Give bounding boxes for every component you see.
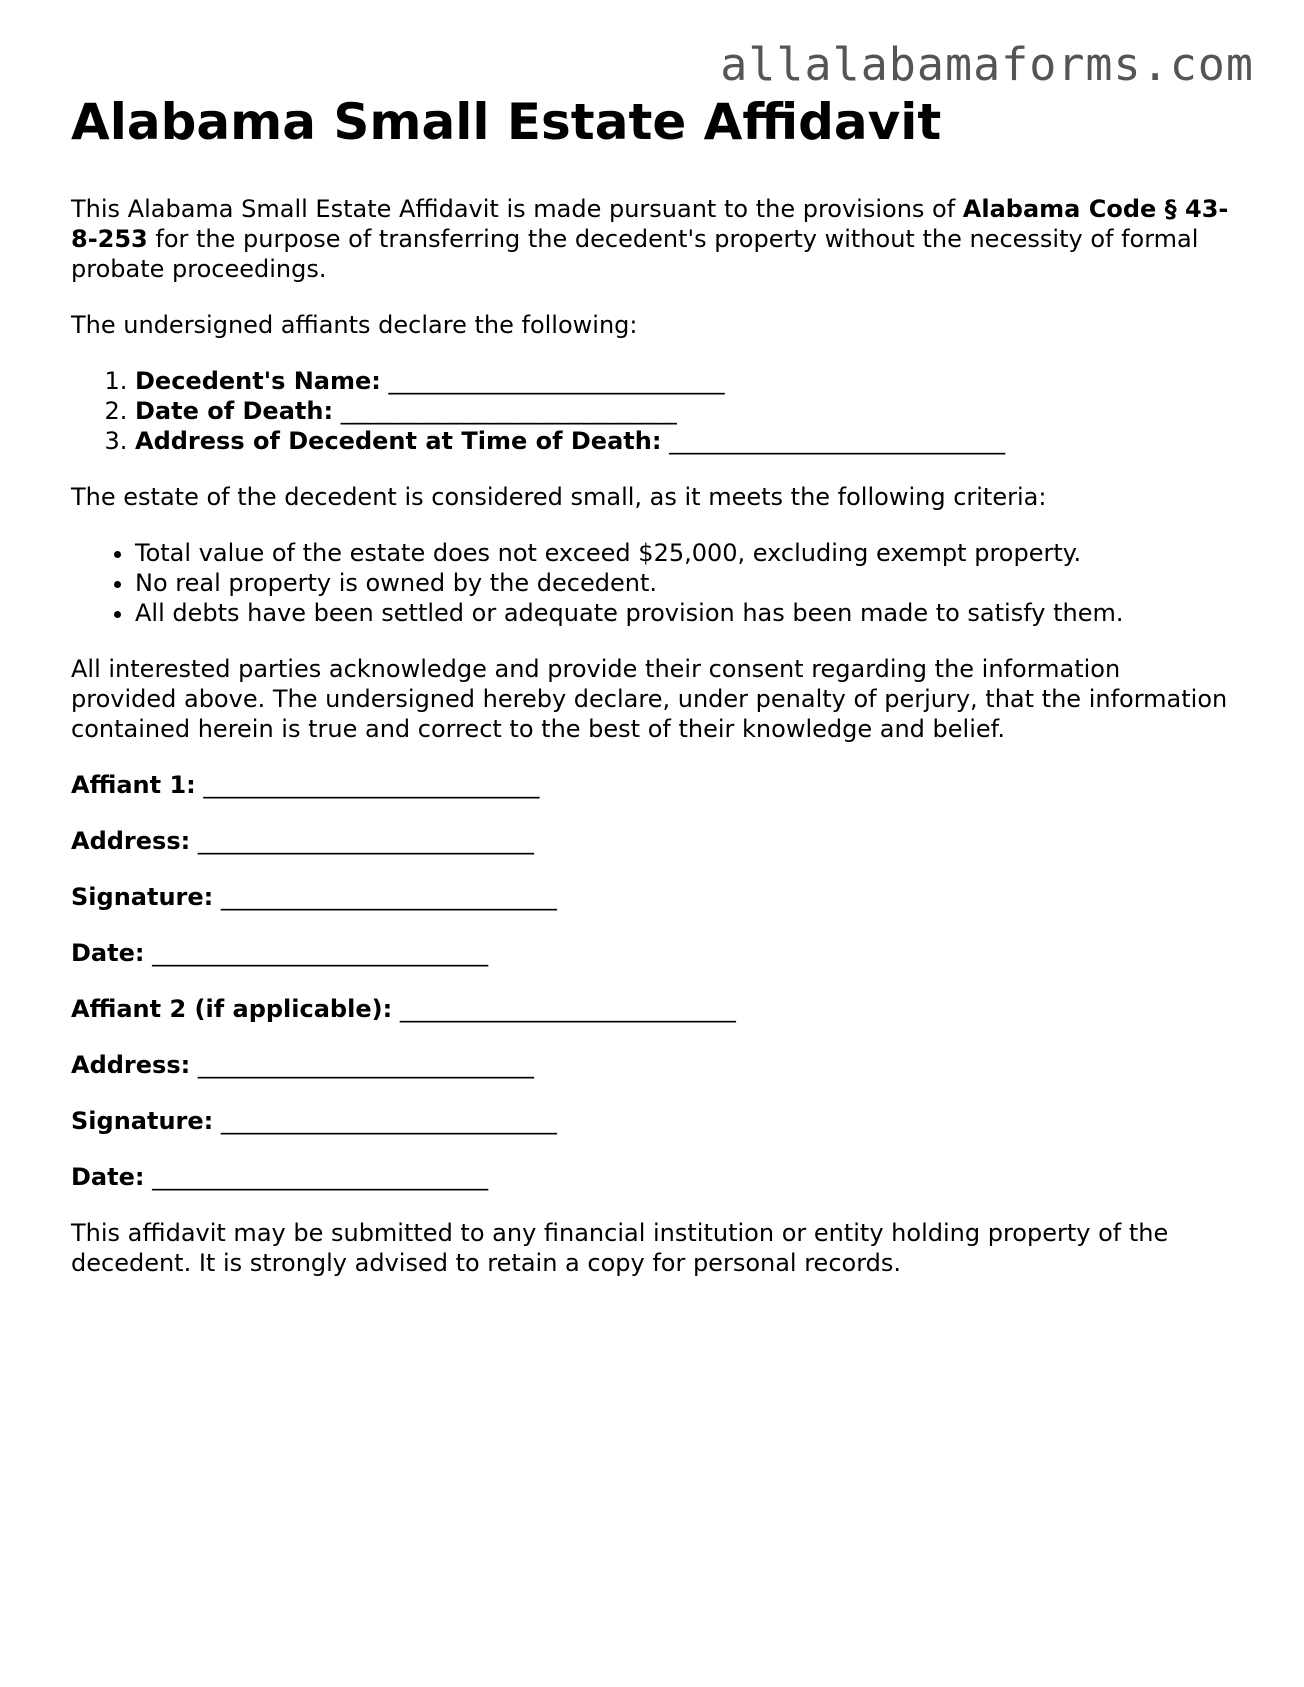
field-blank[interactable]: ____________________________ (340, 397, 677, 425)
page-title: Alabama Small Estate Affidavit (71, 93, 942, 151)
field-blank[interactable]: ____________________________ (220, 1107, 557, 1135)
field-label: Affiant 2 (if applicable): (71, 995, 393, 1023)
field-blank[interactable]: ____________________________ (197, 1051, 534, 1079)
field-label: Date of Death: (135, 397, 334, 425)
decedent-address-field (135, 426, 1231, 456)
statute-reference: Alabama Code § 43-8-253 (71, 195, 1229, 253)
field-blank[interactable]: ____________________________ (197, 827, 534, 855)
affiant-1-field (71, 770, 1231, 800)
document-body (71, 90, 1231, 1278)
criteria-list (71, 538, 1231, 628)
criteria-item: • No real property is owned by the decedent. (135, 568, 1231, 598)
field-blank[interactable]: ____________________________ (669, 427, 1006, 455)
affiant-2-field (71, 994, 1231, 1024)
field-blank[interactable]: ____________________________ (203, 771, 540, 799)
field-label: Signature: (71, 1107, 214, 1135)
field-label: Address: (71, 827, 191, 855)
criteria-intro: The estate of the decedent is considered small, as it meets the following criteria: (71, 483, 1047, 511)
field-label: Address of Decedent at Time of Death: (135, 427, 662, 455)
affiant-2-date-field (71, 1162, 1231, 1192)
decedent-name-field (135, 366, 1231, 396)
site-watermark: allalabamaforms.com (720, 38, 1254, 91)
intro-paragraph (71, 194, 1231, 284)
criteria-item: • All debts have been settled or adequate provision has been made to satisfy them. (135, 598, 1231, 628)
field-label: Address: (71, 1051, 191, 1079)
affiant-2-signature-field (71, 1106, 1231, 1136)
consent-paragraph: All interested parties acknowledge and provide their consent regarding the information provided above. The undersigned hereby declare, under penalty of perjury, that the information contained herein is true and correct to the best of their knowledge and belief. (71, 655, 1228, 743)
intro-text-1: This Alabama Small Estate Affidavit is made pursuant to the provisions of (71, 195, 963, 223)
field-label: Date: (71, 1163, 145, 1191)
affiant-2-address-field (71, 1050, 1231, 1080)
affiant-1-signature-field (71, 882, 1231, 912)
field-label: Decedent's Name: (135, 367, 381, 395)
field-blank[interactable]: ____________________________ (220, 883, 557, 911)
declare-paragraph: The undersigned affiants declare the following: (71, 311, 638, 339)
field-blank[interactable]: ____________________________ (152, 939, 489, 967)
field-blank[interactable]: ____________________________ (152, 1163, 489, 1191)
affiant-1-date-field (71, 938, 1231, 968)
decedent-fields-list (71, 366, 1231, 456)
closing-paragraph: This affidavit may be submitted to any financial institution or entity holding property of the decedent. It is strongly advised to retain a copy for personal records. (71, 1219, 1169, 1277)
field-label: Date: (71, 939, 145, 967)
field-blank[interactable]: ____________________________ (399, 995, 736, 1023)
field-label: Signature: (71, 883, 214, 911)
field-blank[interactable]: ____________________________ (388, 367, 725, 395)
date-of-death-field (135, 396, 1231, 426)
affiant-1-address-field (71, 826, 1231, 856)
criteria-item: • Total value of the estate does not exceed $25,000, excluding exempt property. (135, 538, 1231, 568)
intro-text-2: for the purpose of transferring the decedent's property without the necessity of formal probate proceedings. (71, 225, 1199, 283)
field-label: Affiant 1: (71, 771, 196, 799)
